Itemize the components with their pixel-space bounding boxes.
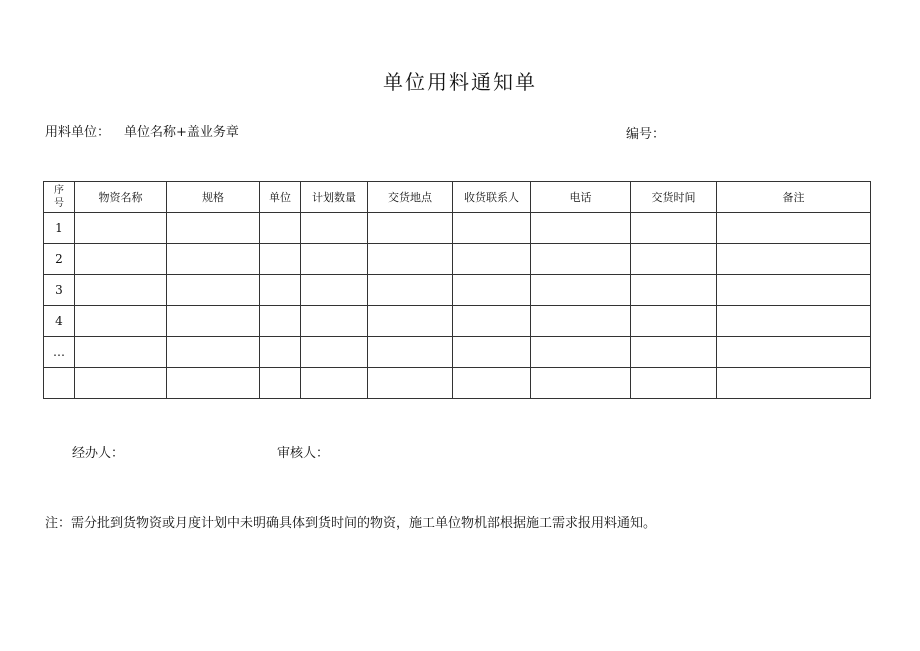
table-cell[interactable] [301, 337, 368, 368]
header-seq-line1: 序 [54, 185, 64, 196]
table-cell[interactable] [453, 213, 531, 244]
table-row [44, 244, 871, 275]
table-cell[interactable] [717, 306, 871, 337]
header-planned-qty: 计划数量 [301, 182, 368, 213]
row-seq: 3 [44, 275, 75, 306]
table-cell[interactable] [75, 275, 167, 306]
reviewer-label: 审核人： [277, 446, 330, 461]
table-cell[interactable] [531, 244, 631, 275]
table-cell[interactable] [531, 337, 631, 368]
table-cell[interactable] [260, 275, 301, 306]
row-seq: 4 [44, 306, 75, 337]
table-cell[interactable] [453, 244, 531, 275]
table-cell[interactable] [167, 213, 260, 244]
table-cell[interactable] [167, 244, 260, 275]
table-cell[interactable] [260, 244, 301, 275]
material-unit-label: 用料单位： [45, 125, 111, 140]
table-cell[interactable] [717, 213, 871, 244]
table-cell[interactable] [368, 306, 453, 337]
table-cell[interactable] [631, 368, 717, 399]
serial-number-label: 编号： [626, 127, 666, 142]
table-cell[interactable] [301, 213, 368, 244]
table-cell[interactable] [631, 244, 717, 275]
table-cell[interactable] [717, 244, 871, 275]
header-material-name: 物资名称 [75, 182, 167, 213]
header-unit: 单位 [260, 182, 301, 213]
table-cell[interactable] [75, 306, 167, 337]
table-header-row [44, 182, 871, 213]
table-cell[interactable] [260, 337, 301, 368]
table-cell[interactable] [167, 275, 260, 306]
table-row [44, 275, 871, 306]
table-cell[interactable] [453, 368, 531, 399]
table-cell[interactable] [453, 306, 531, 337]
table-cell[interactable] [75, 244, 167, 275]
header-spec: 规格 [167, 182, 260, 213]
material-unit-line [45, 121, 239, 140]
table-row [44, 213, 871, 244]
header-seq-line2: 号 [54, 198, 64, 209]
table-cell[interactable] [301, 368, 368, 399]
table-row [44, 306, 871, 337]
table-cell[interactable] [75, 337, 167, 368]
table-cell[interactable] [260, 213, 301, 244]
table-cell[interactable] [631, 275, 717, 306]
table-cell[interactable] [531, 368, 631, 399]
row-seq: 1 [44, 213, 75, 244]
table-cell[interactable] [75, 368, 167, 399]
table-cell[interactable] [368, 275, 453, 306]
handler-label: 经办人： [72, 446, 125, 461]
header-remarks: 备注 [717, 182, 871, 213]
header-receiver-contact: 收货联系人 [453, 182, 531, 213]
material-unit-value: 单位名称+盖业务章 [124, 125, 239, 140]
table-cell[interactable] [531, 213, 631, 244]
table-cell[interactable] [531, 275, 631, 306]
table-cell[interactable] [531, 306, 631, 337]
table-cell[interactable] [717, 337, 871, 368]
table-cell[interactable] [368, 213, 453, 244]
row-seq: … [44, 337, 75, 368]
table-cell[interactable] [368, 368, 453, 399]
table-cell[interactable] [301, 244, 368, 275]
table-row [44, 337, 871, 368]
table-cell[interactable] [631, 213, 717, 244]
table-cell[interactable] [631, 337, 717, 368]
header-delivery-time: 交货时间 [631, 182, 717, 213]
table-cell[interactable] [368, 337, 453, 368]
table-cell[interactable] [631, 306, 717, 337]
table-cell[interactable] [167, 306, 260, 337]
table-cell[interactable] [75, 213, 167, 244]
row-seq: 2 [44, 244, 75, 275]
table-cell[interactable] [717, 275, 871, 306]
table-cell[interactable] [301, 306, 368, 337]
table-cell[interactable] [717, 368, 871, 399]
table-cell[interactable] [453, 275, 531, 306]
table-cell[interactable] [167, 368, 260, 399]
header-seq [44, 182, 75, 213]
header-delivery-place: 交货地点 [368, 182, 453, 213]
table-cell[interactable] [453, 337, 531, 368]
header-phone: 电话 [531, 182, 631, 213]
table-cell[interactable] [167, 337, 260, 368]
material-table [43, 181, 871, 399]
row-seq [44, 368, 75, 399]
table-row [44, 368, 871, 399]
footnote: 注：需分批到货物资或月度计划中未明确具体到货时间的物资，施工单位物机部根据施工需求报用料通知。 [45, 516, 657, 531]
table-cell[interactable] [260, 306, 301, 337]
page-title: 单位用料通知单 [383, 70, 537, 94]
table-cell[interactable] [260, 368, 301, 399]
table-cell[interactable] [368, 244, 453, 275]
table-cell[interactable] [301, 275, 368, 306]
